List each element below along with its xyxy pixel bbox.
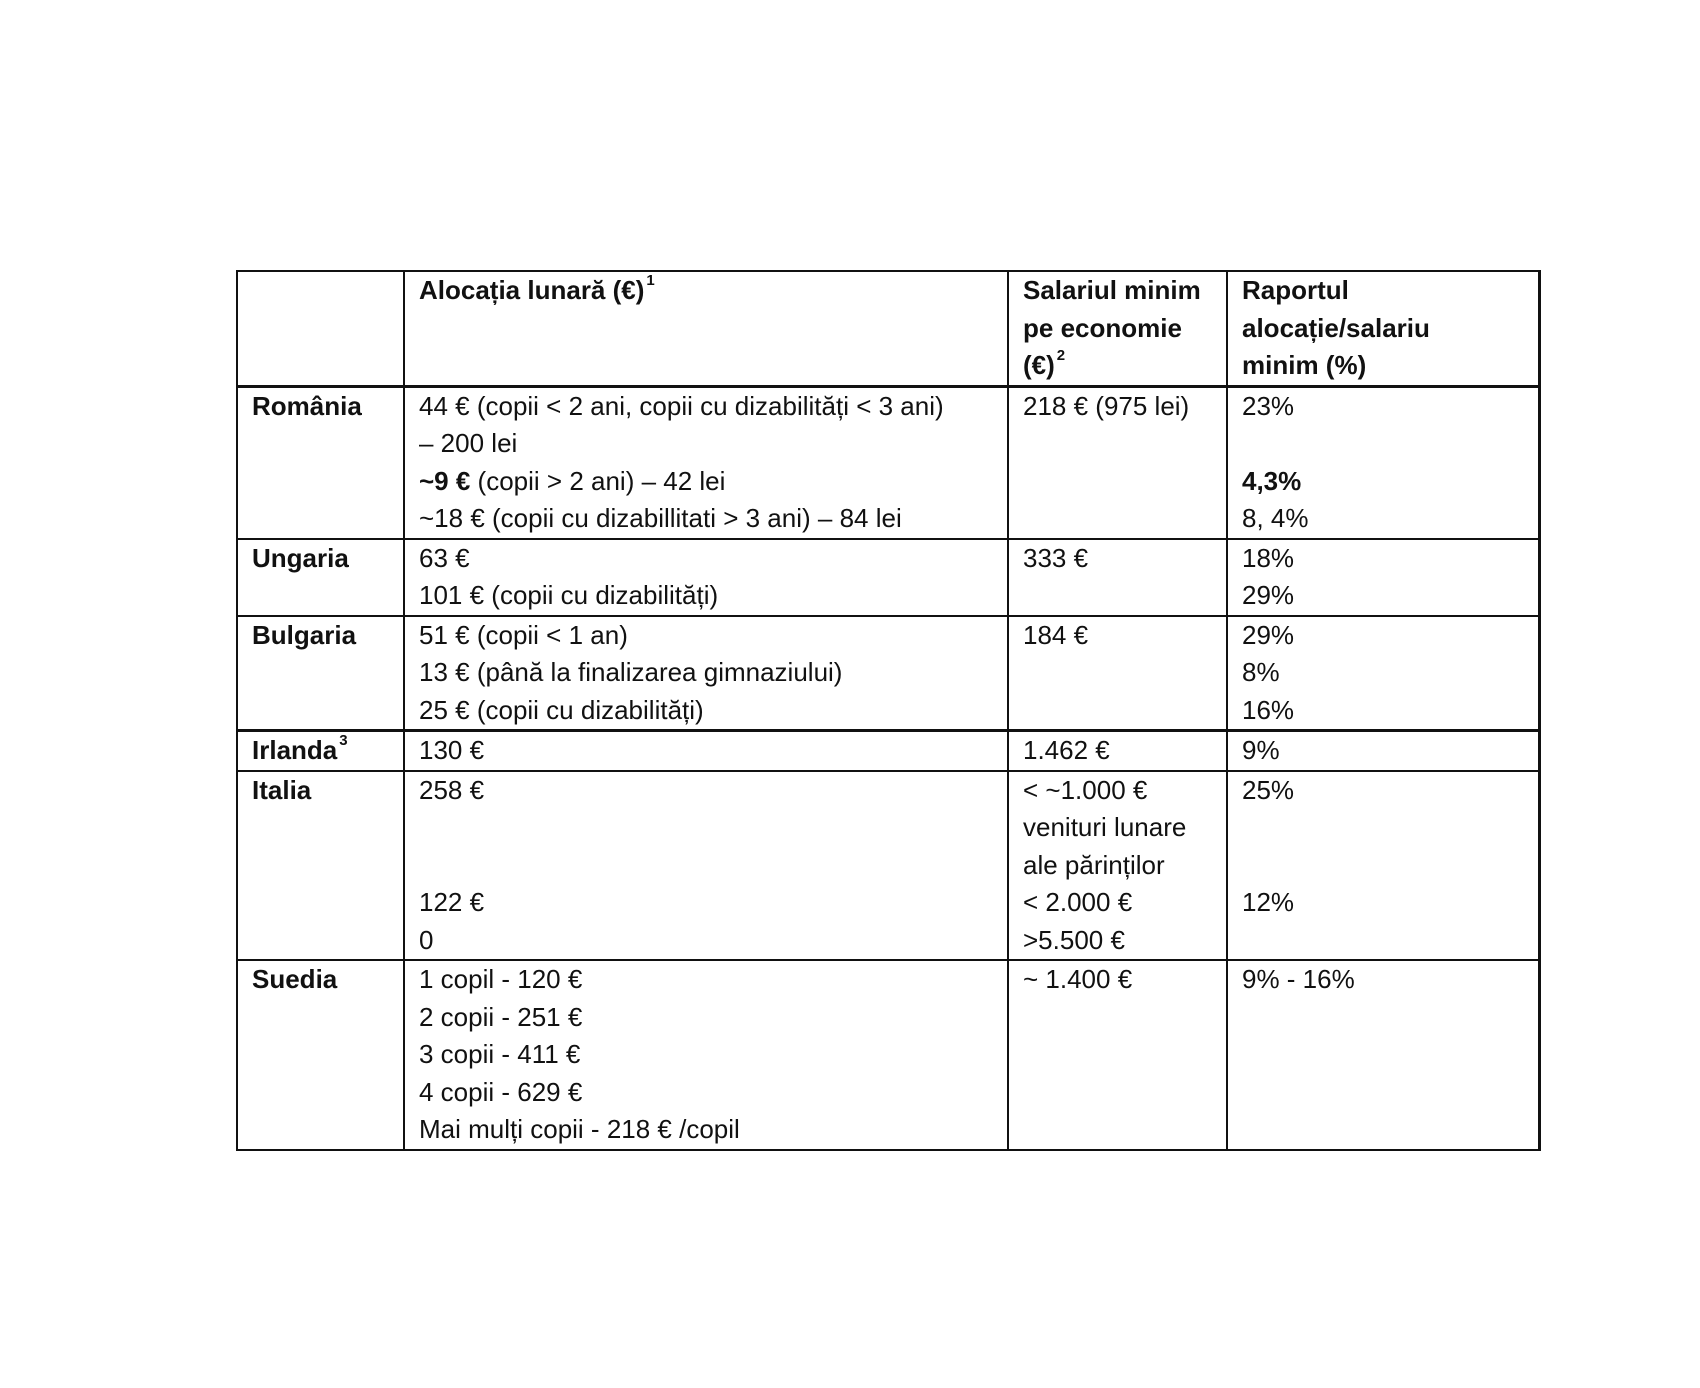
min-wage-cell xyxy=(1008,731,1227,771)
header-country-label xyxy=(252,272,403,310)
min-wage-cell xyxy=(1008,616,1227,731)
min-wage-line: < 2.000 € xyxy=(1023,887,1133,917)
ratio-line: 23% xyxy=(1242,390,1295,421)
allowance-line xyxy=(419,809,1007,847)
table-row xyxy=(237,731,1539,771)
country-cell xyxy=(237,386,404,539)
min-wage-line: ~ 1.400 € xyxy=(1023,964,1133,994)
country-name: Irlanda xyxy=(252,735,338,765)
ratio-line xyxy=(1242,809,1538,847)
ratio-line: 8, 4% xyxy=(1242,503,1309,533)
country-name: Italia xyxy=(252,774,312,805)
country-cell xyxy=(237,616,404,731)
ratio-line: 29% xyxy=(1242,619,1295,650)
ratio-line: 29% xyxy=(1242,580,1295,610)
allowance-line: 25 € (copii cu dizabilități) xyxy=(419,694,704,725)
min-wage-line: 1.462 € xyxy=(1023,735,1110,765)
allowance-cell xyxy=(404,539,1008,616)
country-name: Ungaria xyxy=(252,542,349,573)
table-header-row xyxy=(237,271,1539,386)
country-cell xyxy=(237,960,404,1150)
allowance-comparison-table xyxy=(236,270,1541,1151)
allowance-line: 63 € xyxy=(419,542,470,573)
allowance-line: 13 € (până la finalizarea gimnaziului) xyxy=(419,657,843,687)
country-name: România xyxy=(252,390,362,421)
footnote-ref: 3 xyxy=(339,732,348,750)
header-min-wage-line: Salariul minim xyxy=(1023,275,1201,305)
ratio-line: 16% xyxy=(1242,694,1295,725)
header-ratio-line: minim (%) xyxy=(1242,350,1367,380)
ratio-line xyxy=(1242,425,1538,463)
ratio-line xyxy=(1242,922,1538,960)
allowance-line: 44 € (copii < 2 ani, copii cu dizabilități < 3 ani) xyxy=(419,390,944,421)
allowance-line: – 200 lei xyxy=(419,428,518,458)
allowance-line: 258 € xyxy=(419,774,485,805)
header-min-wage-line: pe economie xyxy=(1023,312,1182,343)
allowance-line: Mai mulți copii - 218 € /copil xyxy=(419,1114,740,1144)
allowance-cell xyxy=(404,731,1008,771)
min-wage-cell xyxy=(1008,771,1227,961)
allowance-line: ~18 € (copii cu dizabillitati > 3 ani) – 84 lei xyxy=(419,503,902,533)
table-row xyxy=(237,616,1539,731)
min-wage-line: ale părinților xyxy=(1023,849,1165,880)
ratio-cell xyxy=(1227,771,1539,961)
ratio-line: 9% xyxy=(1242,735,1280,765)
header-country-cell xyxy=(237,271,404,386)
allowance-line: 101 € (copii cu dizabilități) xyxy=(419,580,719,610)
min-wage-line: >5.500 € xyxy=(1023,924,1125,955)
min-wage-cell xyxy=(1008,539,1227,616)
header-allowance-cell xyxy=(404,271,1008,386)
header-ratio-line: alocație/salariu xyxy=(1242,312,1430,343)
header-min-wage-cell xyxy=(1008,271,1227,386)
allowance-line: 3 copii - 411 € xyxy=(419,1039,581,1069)
ratio-line: 25% xyxy=(1242,774,1295,805)
country-cell xyxy=(237,771,404,961)
min-wage-line: 218 € (975 lei) xyxy=(1023,390,1190,421)
header-min-wage-line: (€) xyxy=(1023,350,1055,380)
allowance-line: ~9 € (copii > 2 ani) – 42 lei xyxy=(419,465,726,496)
allowance-line: 1 copil - 120 € xyxy=(419,964,583,994)
table-row xyxy=(237,960,1539,1150)
ratio-line xyxy=(1242,847,1538,885)
allowance-cell xyxy=(404,386,1008,539)
country-name: Suedia xyxy=(252,964,338,994)
allowance-line: 4 copii - 629 € xyxy=(419,1076,583,1107)
min-wage-line: < ~1.000 € xyxy=(1023,774,1148,805)
ratio-line: 12% xyxy=(1242,887,1295,917)
ratio-line: 4,3% xyxy=(1242,465,1302,496)
allowance-cell xyxy=(404,771,1008,961)
allowance-line: 0 xyxy=(419,924,434,955)
header-allowance-label: Alocația lunară (€) xyxy=(419,275,645,305)
country-cell xyxy=(237,731,404,771)
header-ratio-cell xyxy=(1227,271,1539,386)
ratio-line: 9% - 16% xyxy=(1242,964,1355,994)
min-wage-line: venituri lunare xyxy=(1023,812,1187,842)
table-row xyxy=(237,771,1539,961)
min-wage-line: 333 € xyxy=(1023,542,1089,573)
footnote-ref: 2 xyxy=(1056,347,1066,365)
ratio-cell xyxy=(1227,539,1539,616)
allowance-line: 51 € (copii < 1 an) xyxy=(419,619,628,650)
footnote-ref: 1 xyxy=(646,272,655,290)
ratio-cell xyxy=(1227,731,1539,771)
allowance-line: 122 € xyxy=(419,887,485,917)
country-name: Bulgaria xyxy=(252,619,357,650)
min-wage-cell xyxy=(1008,960,1227,1150)
table-row xyxy=(237,386,1539,539)
allowance-line xyxy=(419,847,1007,885)
header-ratio-line: Raportul xyxy=(1242,275,1349,305)
min-wage-cell xyxy=(1008,386,1227,539)
ratio-cell xyxy=(1227,616,1539,731)
allowance-cell xyxy=(404,616,1008,731)
ratio-cell xyxy=(1227,960,1539,1150)
min-wage-line: 184 € xyxy=(1023,619,1089,650)
ratio-line: 8% xyxy=(1242,657,1280,687)
allowance-line: 130 € xyxy=(419,735,485,765)
allowance-line: 2 copii - 251 € xyxy=(419,1001,583,1032)
ratio-cell xyxy=(1227,386,1539,539)
ratio-line: 18% xyxy=(1242,542,1295,573)
country-cell xyxy=(237,539,404,616)
allowance-cell xyxy=(404,960,1008,1150)
table-row xyxy=(237,539,1539,616)
